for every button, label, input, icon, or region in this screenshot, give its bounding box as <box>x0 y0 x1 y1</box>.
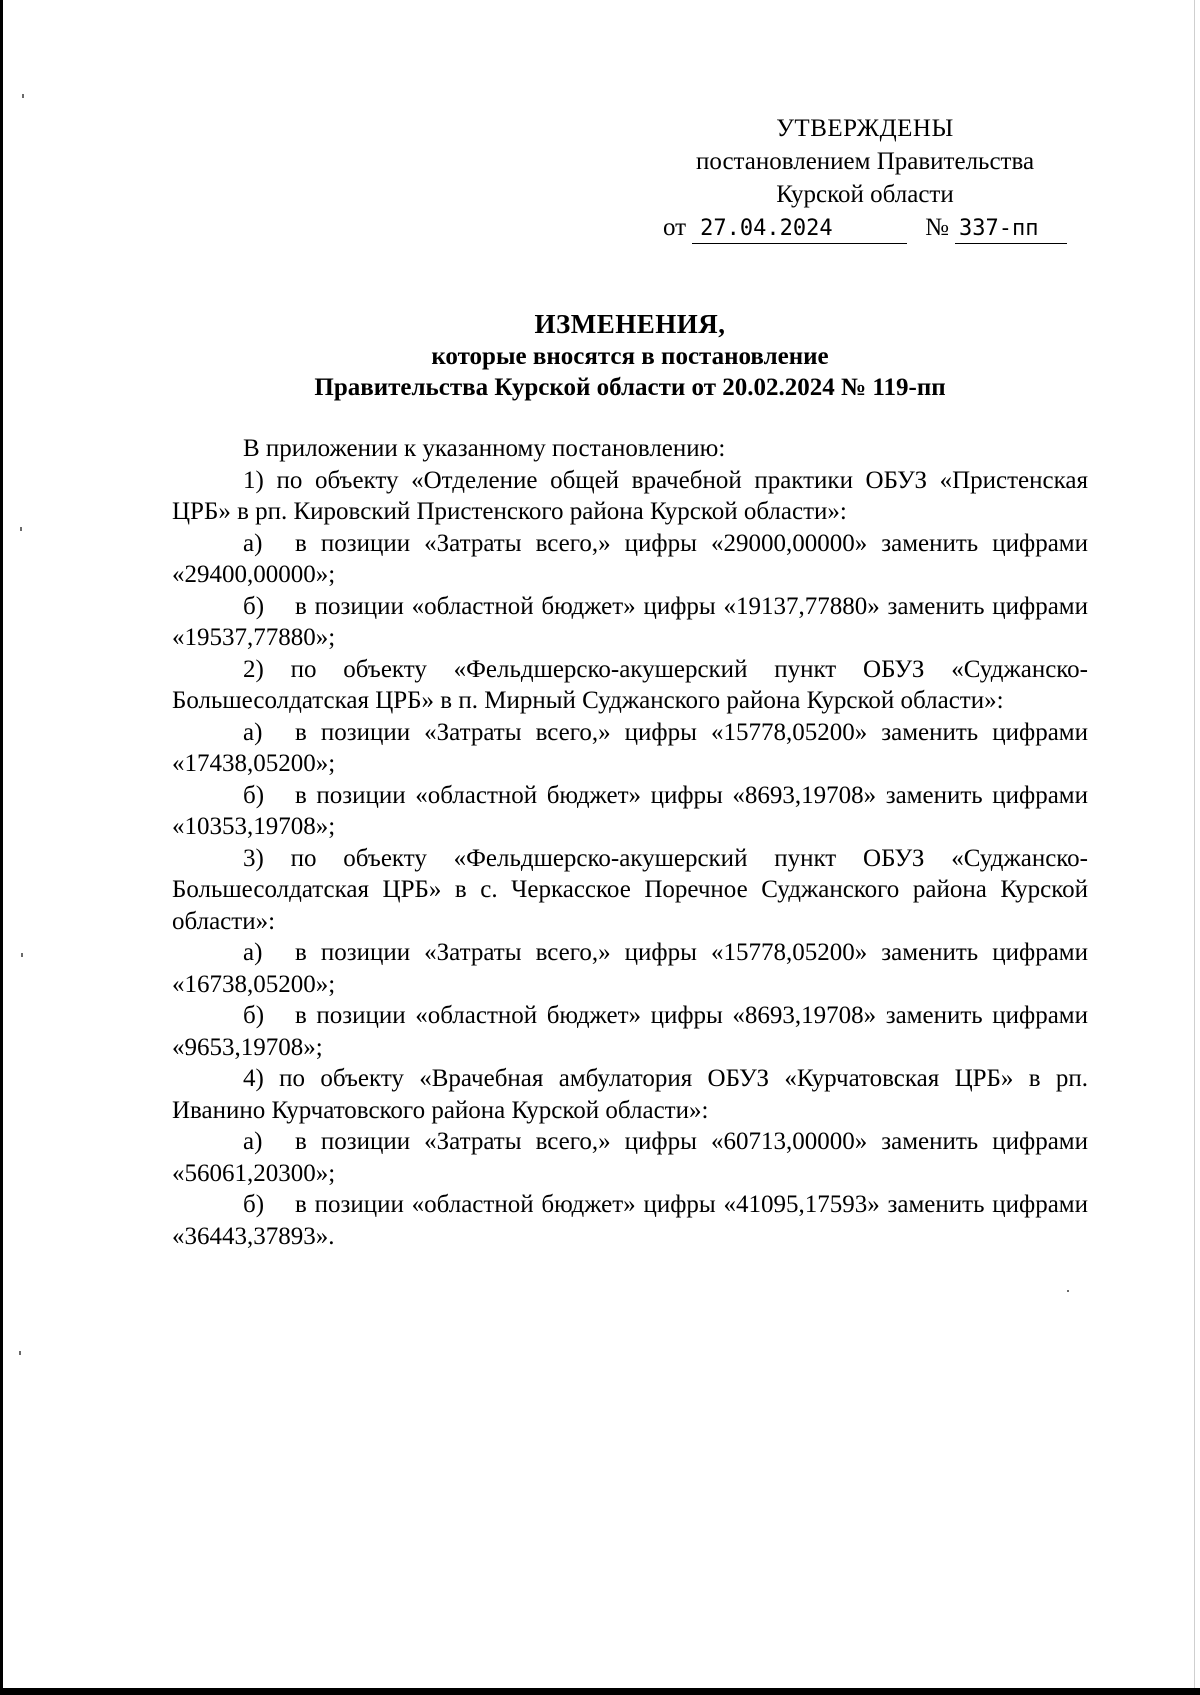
subitem-1b <box>172 591 1088 654</box>
subitem-4b <box>172 1189 1088 1252</box>
subitem-marker: б) <box>243 781 265 809</box>
subitem-marker: б) <box>243 1191 265 1218</box>
item-1: 1) по объекту «Отделение общей врачебной практики ОБУЗ «Пристенская ЦРБ» в рп. Кировский Пристенского района Курской области»: <box>172 466 1088 525</box>
subitem-2a <box>172 717 1088 780</box>
number-field: 337-пп <box>955 216 1067 244</box>
subitem-marker: а) <box>243 1128 263 1155</box>
scan-speck <box>22 94 24 98</box>
scan-edge-bottom <box>0 1688 1200 1695</box>
subitem-marker: б) <box>243 592 265 620</box>
approval-title: УТВЕРЖДЕНЫ <box>776 115 954 142</box>
scan-speck <box>21 953 23 957</box>
subitem-2b <box>172 780 1088 843</box>
item-3: 3) по объекту «Фельдшерско-акушерский пункт ОБУЗ «Суджанско-Большесолдатская ЦРБ» в с. Черкасское Поречное Суджанского района Курской области»: <box>172 844 1088 935</box>
item-2: 2) по объекту «Фельдшерско-акушерский пункт ОБУЗ «Суджанско-Большесолдатская ЦРБ» в п. Мирный Суджанского района Курской области»: <box>172 655 1088 714</box>
number-prefix: № <box>925 214 949 241</box>
heading-subtitle-1: которые вносятся в постановление <box>431 343 829 370</box>
item-4: 4) по объекту «Врачебная амбулатория ОБУЗ «Курчатовская ЦРБ» в рп. Иванино Курчатовского района Курской области»: <box>172 1065 1088 1124</box>
date-field: 27.04.2024 <box>692 216 907 244</box>
approval-stamp <box>600 112 1130 244</box>
subitem-3b <box>172 1000 1088 1063</box>
subitem-3a <box>172 937 1088 1000</box>
subitem-marker: а) <box>243 939 263 966</box>
scan-speck <box>20 527 22 531</box>
subitem-text: в позиции «областной бюджет» цифры «8693,19708» заменить цифрами «9653,19708»; <box>172 1002 1088 1061</box>
subitem-text: в позиции «Затраты всего,» цифры «15778,05200» заменить цифрами «17438,05200»; <box>172 718 1088 777</box>
subitem-text: в позиции «областной бюджет» цифры «8693,19708» заменить цифрами «10353,19708»; <box>172 781 1088 840</box>
document-body <box>172 433 1088 1252</box>
scan-speck <box>19 1351 21 1355</box>
subitem-marker: а) <box>243 529 263 557</box>
subitem-text: в позиции «Затраты всего,» цифры «60713,00000» заменить цифрами «56061,20300»; <box>172 1128 1088 1187</box>
subitem-text: в позиции «областной бюджет» цифры «41095,17593» заменить цифрами «36443,37893». <box>172 1191 1088 1250</box>
intro-paragraph: В приложении к указанному постановлению: <box>243 435 726 462</box>
approval-date-line <box>600 211 1130 244</box>
subitem-1a <box>172 528 1088 591</box>
subitem-4a <box>172 1126 1088 1189</box>
subitem-text: в позиции «Затраты всего,» цифры «29000,00000» заменить цифрами «29400,00000»; <box>172 529 1088 588</box>
subitem-marker: б) <box>243 1002 265 1029</box>
subitem-text: в позиции «областной бюджет» цифры «19137,77880» заменить цифрами «19537,77880»; <box>172 592 1088 651</box>
approval-line-1: постановлением Правительства <box>695 148 1035 175</box>
heading-subtitle-2: Правительства Курской области от 20.02.2024 № 119-пп <box>314 374 946 401</box>
scan-speck <box>1067 1290 1069 1292</box>
heading-title: ИЗМЕНЕНИЯ, <box>534 309 726 339</box>
scan-edge-right <box>1194 0 1195 1695</box>
scan-edge-left <box>0 0 3 1695</box>
subitem-marker: а) <box>243 718 263 746</box>
subitem-text: в позиции «Затраты всего,» цифры «15778,05200» заменить цифрами «16738,05200»; <box>172 939 1088 998</box>
document-heading <box>150 307 1110 403</box>
date-prefix: от <box>663 214 687 241</box>
approval-line-2: Курской области <box>776 181 954 208</box>
